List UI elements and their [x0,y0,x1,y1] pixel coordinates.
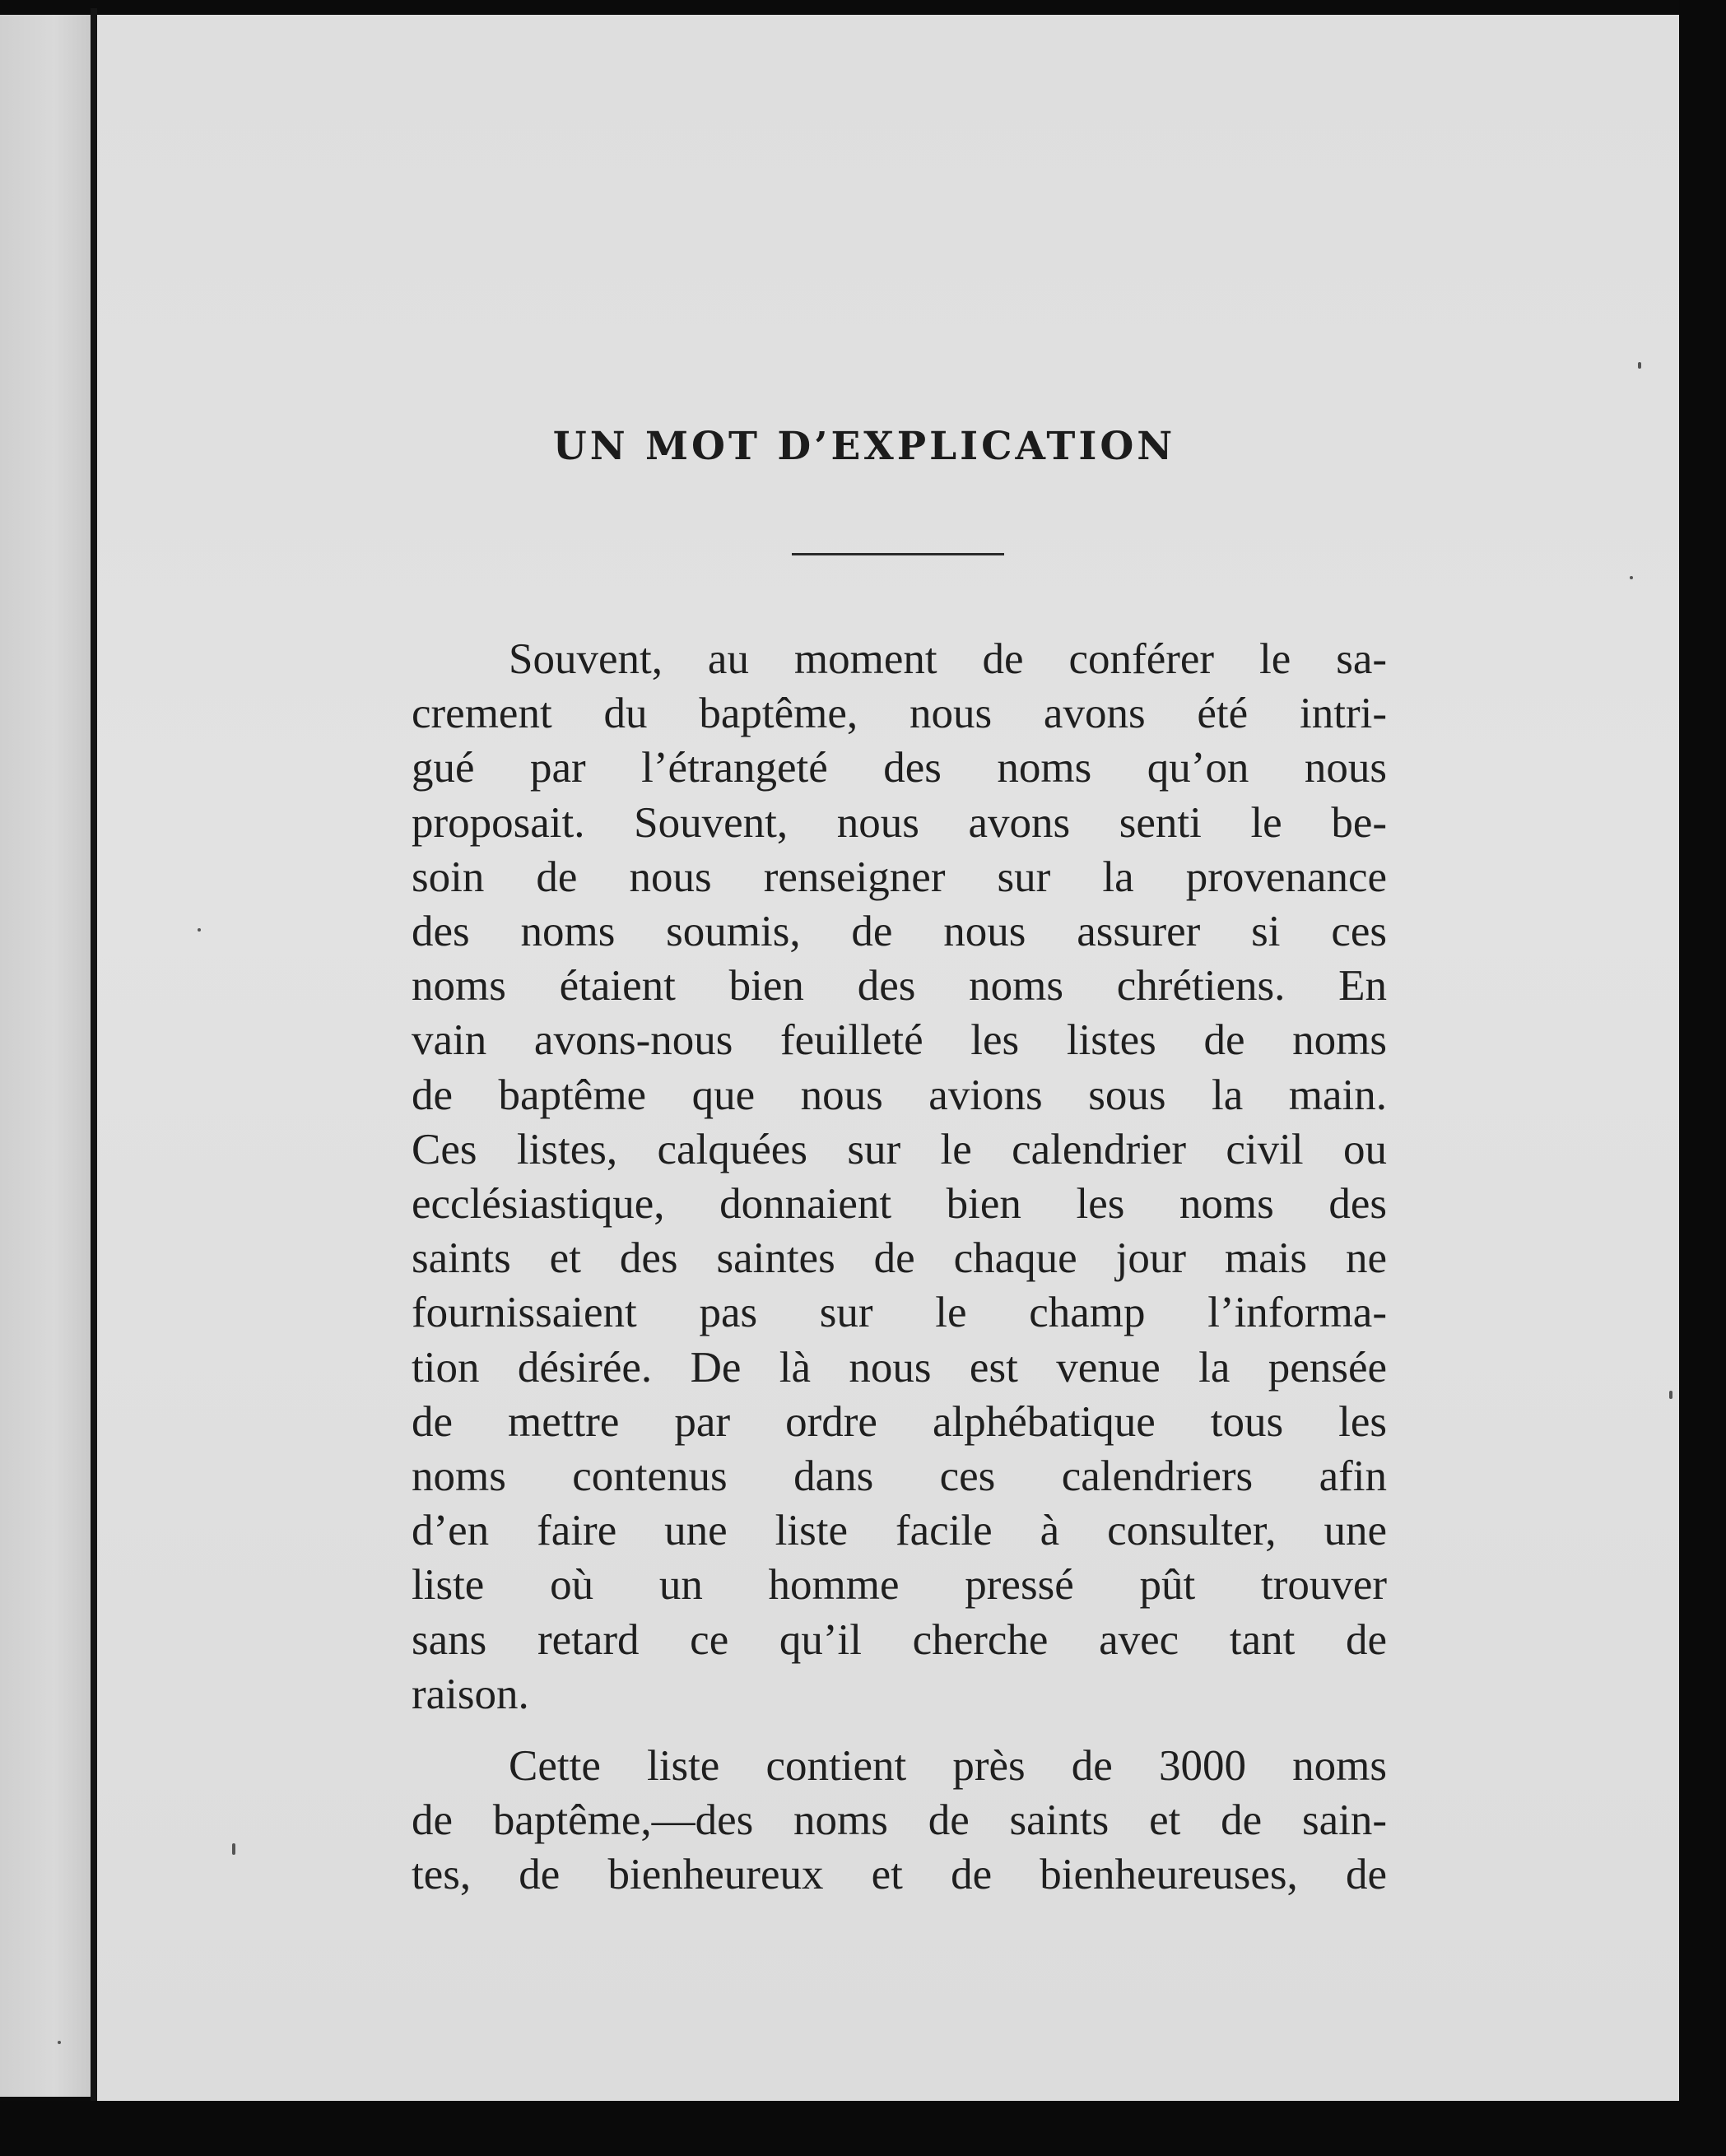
text-line: tion désirée. De là nous est venue la pensée [412,1343,1387,1392]
text-line: gué par l’étrangeté des noms qu’on nous [412,744,1387,792]
scan-speck [232,1843,235,1855]
paragraph-1 [412,632,1387,1722]
text-line: vain avons-nous feuilleté les listes de noms [412,1016,1387,1065]
text-line: de baptême que nous avions sous la main. [412,1071,1387,1119]
text-line: noms contenus dans ces calendriers afin [412,1452,1387,1501]
scan-speck [58,2041,61,2044]
text-line: raison. [412,1670,529,1718]
text-line: saints et des saintes de chaque jour mais ne [412,1234,1387,1283]
text-line: sans retard ce qu’il cherche avec tant de [412,1615,1387,1664]
text-line: tes, de bienheureux et de bienheureuses, de [412,1851,1387,1899]
scan-speck [1630,576,1633,579]
scan-speck [1638,362,1641,369]
page-title: UN MOT D’EXPLICATION [552,424,1176,469]
text-line: liste où un homme pressé pût trouver [412,1561,1387,1610]
scan-speck [198,928,201,932]
text-line: Souvent, au moment de conférer le sa- [509,635,1387,683]
text-line: de mettre par ordre alphébatique tous les [412,1397,1387,1446]
title-divider [792,553,1004,555]
paragraph-2 [412,1739,1387,1903]
text-line: ecclésiastique, donnaient bien les noms des [412,1180,1387,1229]
text-line: d’en faire une liste facile à consulter, une [412,1507,1387,1555]
text-line: Ces listes, calquées sur le calendrier civil ou [412,1125,1387,1173]
left-page-edge [0,15,91,2097]
scan-right-border [1679,0,1726,2156]
text-line: de baptême,—des noms de saints et de sain- [412,1796,1387,1845]
body-text [412,632,1387,1903]
text-line: proposait. Souvent, nous avons senti le be- [412,798,1387,847]
page-gutter [91,8,97,2115]
text-line: noms étaient bien des noms chrétiens. En [412,962,1387,1011]
text-line: des noms soumis, de nous assurer si ces [412,908,1387,956]
text-line: fournissaient pas sur le champ l’informa- [412,1289,1387,1337]
text-line: crement du baptême, nous avons été intri- [412,690,1387,738]
scan-bottom-border [0,2101,1726,2156]
text-line: Cette liste contient près de 3000 noms [509,1742,1387,1791]
scan-speck [1669,1391,1672,1399]
text-line: soin de nous renseigner sur la provenance [412,853,1387,901]
